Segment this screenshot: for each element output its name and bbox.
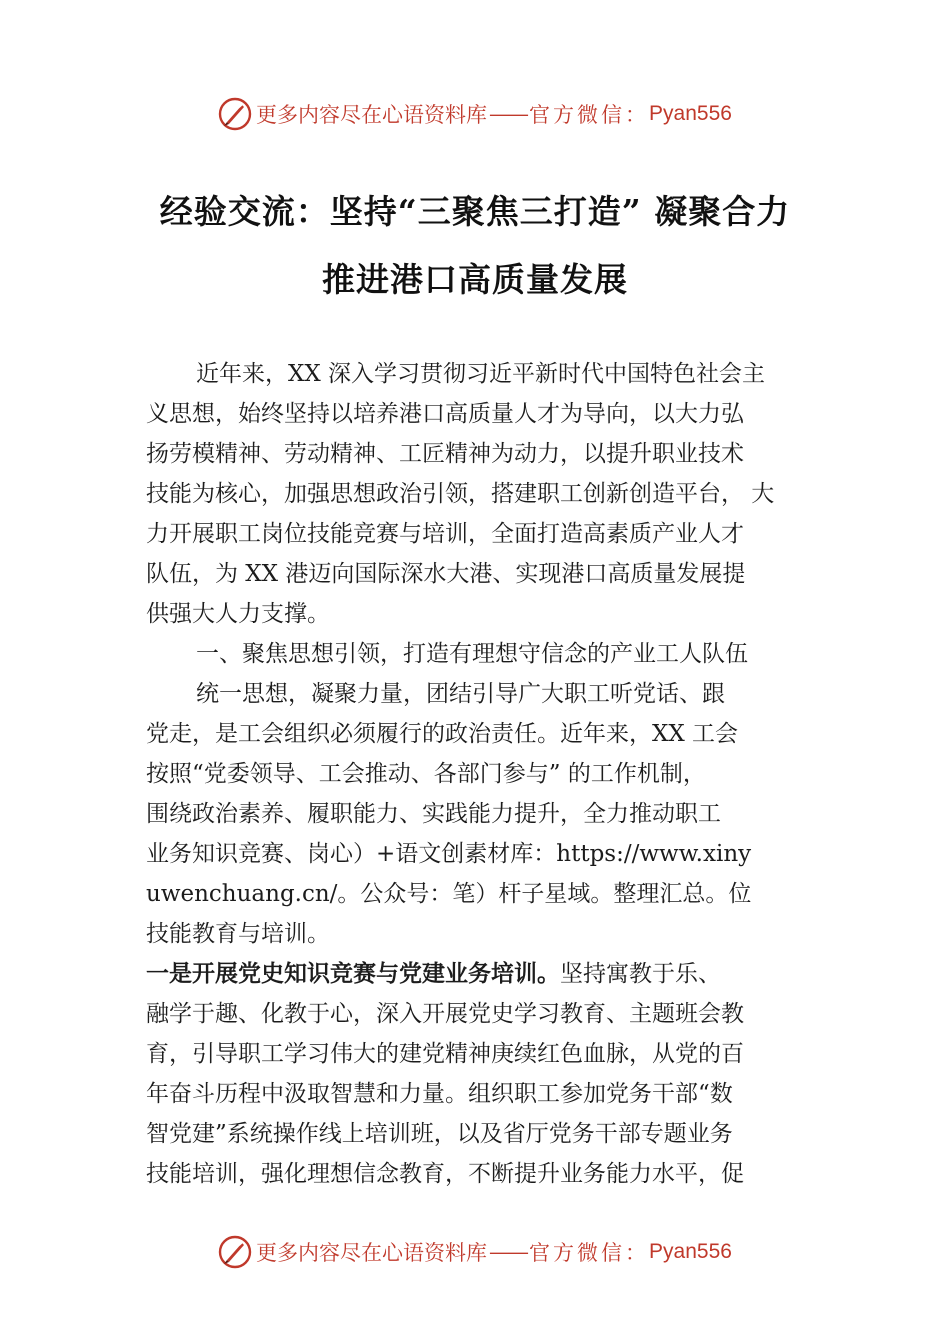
section-heading-1	[146, 634, 821, 674]
page-title-line-2: 推进港口高质量发展	[322, 260, 628, 299]
banner-wechat-label: 官方微信：	[529, 1241, 650, 1265]
text-line: 党走，是工会组织必须履行的政治责任。近年来，XX 工会	[146, 721, 739, 747]
banner-lead-text: 更多内容尽在心语资料库	[256, 1241, 488, 1265]
text-line: 围绕政治素养、履职能力、实践能力提升，全力推动职工	[146, 801, 721, 827]
header-banner	[0, 94, 950, 134]
text-line: 年奋斗历程中汲取智慧和力量。组织职工参加党务干部“数	[146, 1081, 733, 1107]
quill-logo-icon	[218, 1235, 252, 1269]
text-line: 技能培训，强化理想信念教育，不断提升业务能力水平，促	[146, 1161, 744, 1187]
text-line: 近年来，XX 深入学习贯彻习近平新时代中国特色社会主	[196, 361, 766, 387]
paragraph-item-1	[146, 954, 821, 1194]
text-line: 供强大人力支撑。	[146, 601, 330, 627]
document-body	[146, 354, 821, 1194]
page-title-line-1: 经验交流：坚持“三聚焦三打造” 凝聚合力	[159, 192, 791, 231]
text-line: 队伍，为 XX 港迈向国际深水大港、实现港口高质量发展提	[146, 561, 746, 587]
text-line: 技能教育与培训。	[146, 921, 330, 947]
text-line: 扬劳模精神、劳动精神、工匠精神为动力，以提升职业技术	[146, 441, 744, 467]
text-line: 融学于趣、化教于心，深入开展党史学习教育、主题班会教	[146, 1001, 744, 1027]
text-line: 业务知识竞赛、岗心）+语文创素材库：https://www.xiny	[146, 841, 752, 867]
text-line: 力开展职工岗位技能竞赛与培训，全面打造高素质产业人才	[146, 521, 744, 547]
banner-wechat-id: Pyan556	[649, 102, 732, 125]
banner-wechat-label: 官方微信：	[529, 103, 650, 127]
footer-banner	[0, 1232, 950, 1272]
banner-wechat-id: Pyan556	[649, 1240, 732, 1263]
text-line: 统一思想，凝聚力量，团结引导广大职工听党话、跟	[196, 681, 725, 707]
text-line: 技能为核心，加强思想政治引领，搭建职工创新创造平台， 大	[146, 481, 775, 507]
quill-logo-icon	[218, 97, 252, 131]
section-heading-text: 一、聚焦思想引领，打造有理想守信念的产业工人队伍	[196, 641, 748, 667]
text-line: 育，引导职工学习伟大的建党精神庚续红色血脉，从党的百	[146, 1041, 744, 1067]
paragraph-intro	[146, 354, 821, 634]
banner-separator: ——	[489, 1240, 528, 1264]
banner-separator: ——	[489, 102, 528, 126]
text-line: 按照“党委领导、工会推动、各部门参与” 的工作机制，	[146, 761, 706, 787]
item-lead-bold: 一是开展党史知识竞赛与党建业务培训。	[146, 961, 560, 987]
text-line: uwenchuang.cn/。公众号：笔）杆子星域。整理汇总。位	[146, 881, 752, 907]
text-line: 坚持寓教于乐、	[560, 961, 721, 987]
text-line: 智党建”系统操作线上培训班，以及省厅党务干部专题业务	[146, 1121, 733, 1147]
paragraph-section1	[146, 674, 821, 954]
text-line: 义思想，始终坚持以培养港口高质量人才为导向，以大力弘	[146, 401, 744, 427]
banner-lead-text: 更多内容尽在心语资料库	[256, 103, 488, 127]
